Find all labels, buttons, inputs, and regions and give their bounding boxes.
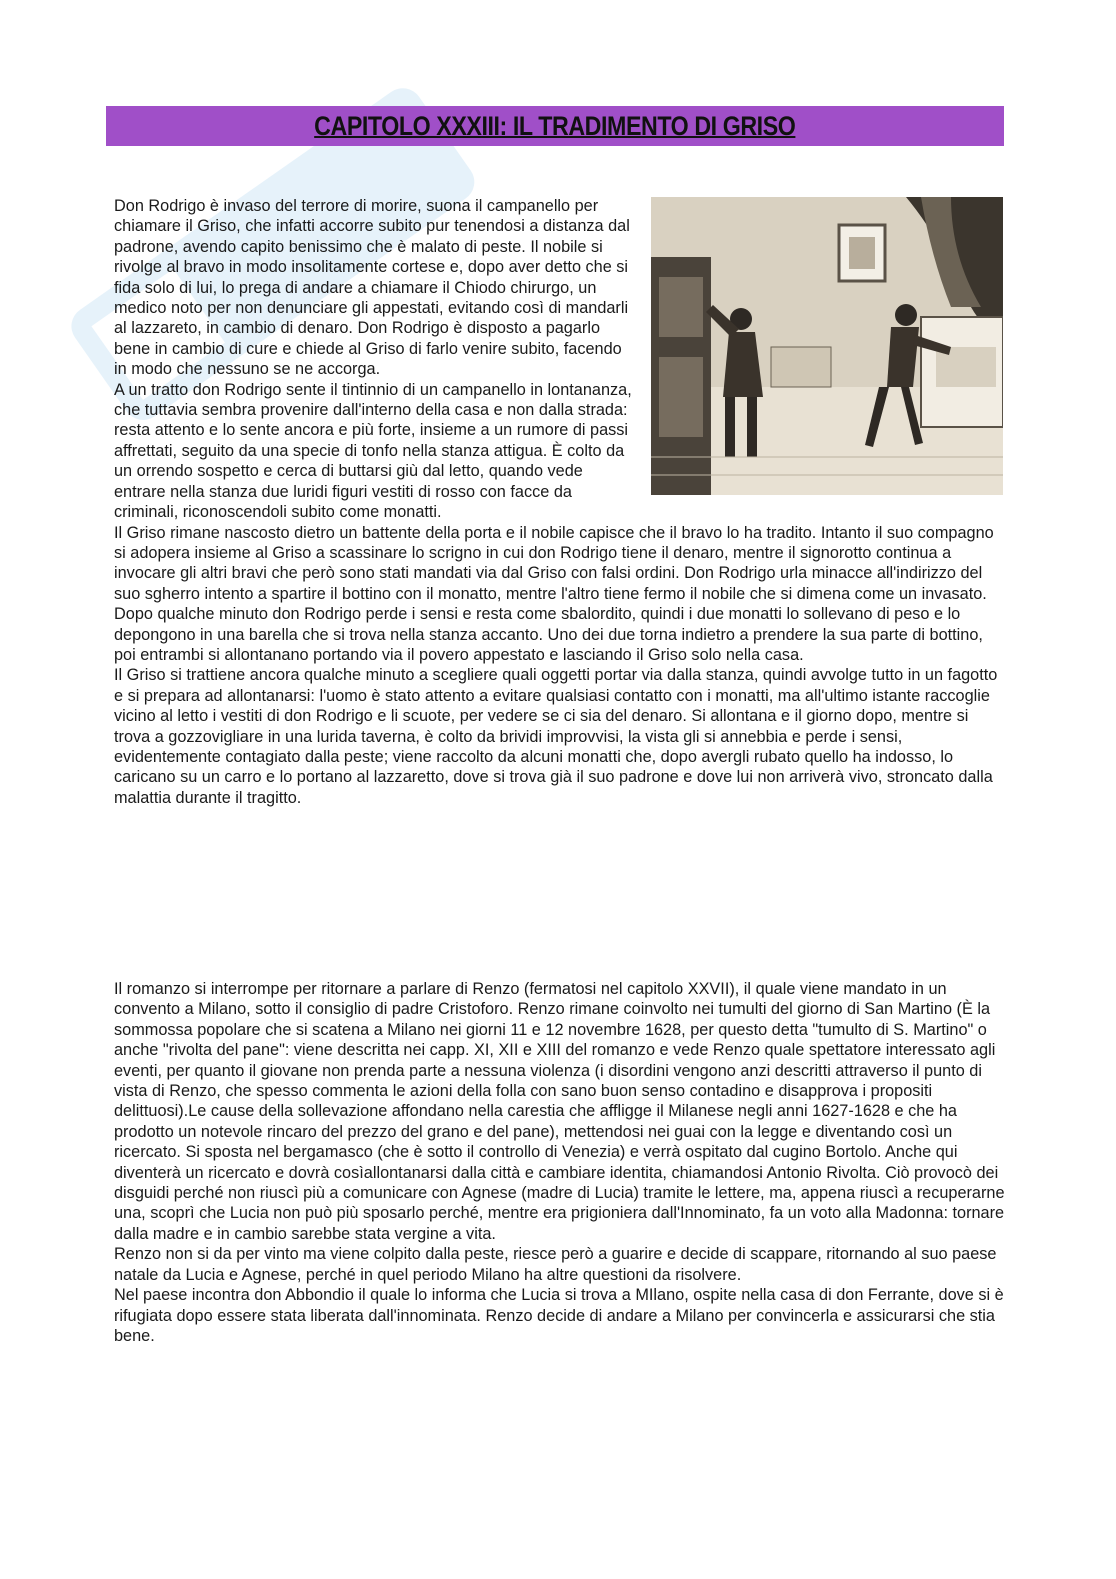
paragraph: Il Griso si trattiene ancora qualche minuto a scegliere quali oggetti portar via dalla stanza, quindi avvolge tutto in un fagotto e si prepara ad allontanarsi: l'uomo è stato attento a evitare qualsiasi contatto con i monatti, ma all'ultimo istante raccoglie vicino al letto i vestiti di don Rodrigo e li scuote, per vedere se ci sia del denaro. Si allontana e il giorno dopo, mentre si trova a gozzovigliare in una lurida taverna, è colto da brividi improvvisi, la vista gli si annebbia e perde i sensi, evidentemente contagiato dalla peste; viene raccolto da alcuni monatti che, dopo avergli rubato quello ha indosso, lo caricano su un carro e lo portano al lazzaretto, dove si trova già il suo padrone e dove lui non arriverà vivo, stroncato dalla malattia durante il tragitto. [114,666,998,807]
section-two-text [114,979,1009,1346]
paragraph: Nel paese incontra don Abbondio il quale lo informa che Lucia si trova a MIlano, ospite nella casa di don Ferrante, dove si è rifugiata dopo essere stata liberata dall'innominata. Renzo decide di andare a Milano per convincerla e assicurarsi che stia bene. [114,1286,1004,1345]
paragraph: Il romanzo si interrompe per ritornare a parlare di Renzo (fermatosi nel capitolo XXVII), il quale viene mandato in un convento a Milano, sotto il consiglio di padre Cristoforo. Renzo rimane coinvolto nei tumulti del giorno di San Martino (È la sommossa popolare che si scatena a Milano nei giorni 11 e 12 novembre 1628, per questo detta "tumulto di S. Martino" o anche "rivolta del pane": viene descritta nei capp. XI, XII e XIII del romanzo e vede Renzo quale spettatore interessato agli eventi, per quanto il giovane non prenda parte a nessuna violenza (i disordini vengono anzi descritti attraverso il punto di vista di Renzo, che spesso commenta le azioni della folla con sano buon senso contadino e disapprova i propositi delittuosi).Le cause della sollevazione affondano nella carestia che affligge il Milanese negli anni 1627-1628 e che ha prodotto un notevole rincaro del prezzo del grano e del pane), mettendosi nei guai con la legge e diventando così un ricercato. Si sposta nel bergamasco (che è sotto il controllo di Venezia) e verrà ospitato dal cugino Bortolo. Anche qui diventerà un ricercato e dovrà cosìallontanarsi dalla città e cambiare identita, chiamandosi Antonio Rivolta. Ciò provocò dei disguidi perché non riuscì più a comunicare con Agnese (madre di Lucia) tramite le lettere, ma, appena riuscì a recuperarne una, scoprì che Lucia non può più sposarlo perché, mentre era prigioniera dall'Innominato, fa un voto alla Madonna: tornare dalla madre e in cambio sarebbe stata vergine a vita. [114,980,1005,1243]
paragraph: Don Rodrigo è invaso del terrore di morire, suona il campanello per chiamare il Griso, che infatti accorre subito pur tenendosi a distanza dal padrone, avendo capito benissimo che è malato di peste. Il nobile si rivolge al bravo in modo insolitamente cortese e, dopo aver detto che si fida solo di lui, lo prega di andare a chiamare il Chiodo chirurgo, un medico noto per non denunciare gli appestati, evitando così di mandarli al lazzareto, in cambio di denaro. Don Rodrigo è disposto a pagarlo bene in cambio di cure e chiede al Griso di farlo venire subito, facendo in modo che nessuno se ne accorga. [114,197,630,379]
chapter-title: CAPITOLO XXXIII: IL TRADIMENTO DI GRISO [314,110,796,141]
section-one-text [114,196,1009,808]
illustration-spacer [637,196,1009,522]
chapter-title-bar [106,106,1004,146]
paragraph: A un tratto don Rodrigo sente il tintinnio di un campanello in lontananza, che tuttavia sembra provenire dall'interno della casa e non dalla strada: resta attento e lo sente ancora e più forte, insieme a un rumore di passi affrettati, seguito da una specie di tonfo nella stanza attigua. È colto da un orrendo sospetto e cerca di buttarsi giù dal letto, quando vede entrare nella stanza due luridi figuri vestiti di rosso con facce da criminali, riconoscendoli subito come monatti. [114,380,632,522]
paragraph: Renzo non si da per vinto ma viene colpito dalla peste, riesce però a guarire e decide di scappare, ritornando al suo paese natale da Lucia e Agnese, perché in quel periodo Milano ha altre questioni da risolvere. [114,1245,997,1284]
paragraph: Il Griso rimane nascosto dietro un battente della porta e il nobile capisce che il bravo lo ha tradito. Intanto il suo compagno si adopera insieme al Griso a scassinare lo scrigno in cui don Rodrigo tiene il denaro, mentre il signorotto continua a invocare gli altri bravi che però sono stati mandati via dal Griso con falsi ordini. Don Rodrigo urla minacce all'indirizzo del suo sgherro intento a spartire il bottino con il monatto, mentre l'altro tiene fermo il nobile che si dimena come un invasato. Dopo qualche minuto don Rodrigo perde i sensi e resta come sbalordito, quindi i due monatti lo sollevano di peso e lo depongono in una barella che si trova nella stanza accanto. Uno dei due torna indietro a prendere la sua parte di bottino, poi entrambi si allontanano portando via il povero appestato e lasciando il Griso solo nella casa. [114,523,994,664]
